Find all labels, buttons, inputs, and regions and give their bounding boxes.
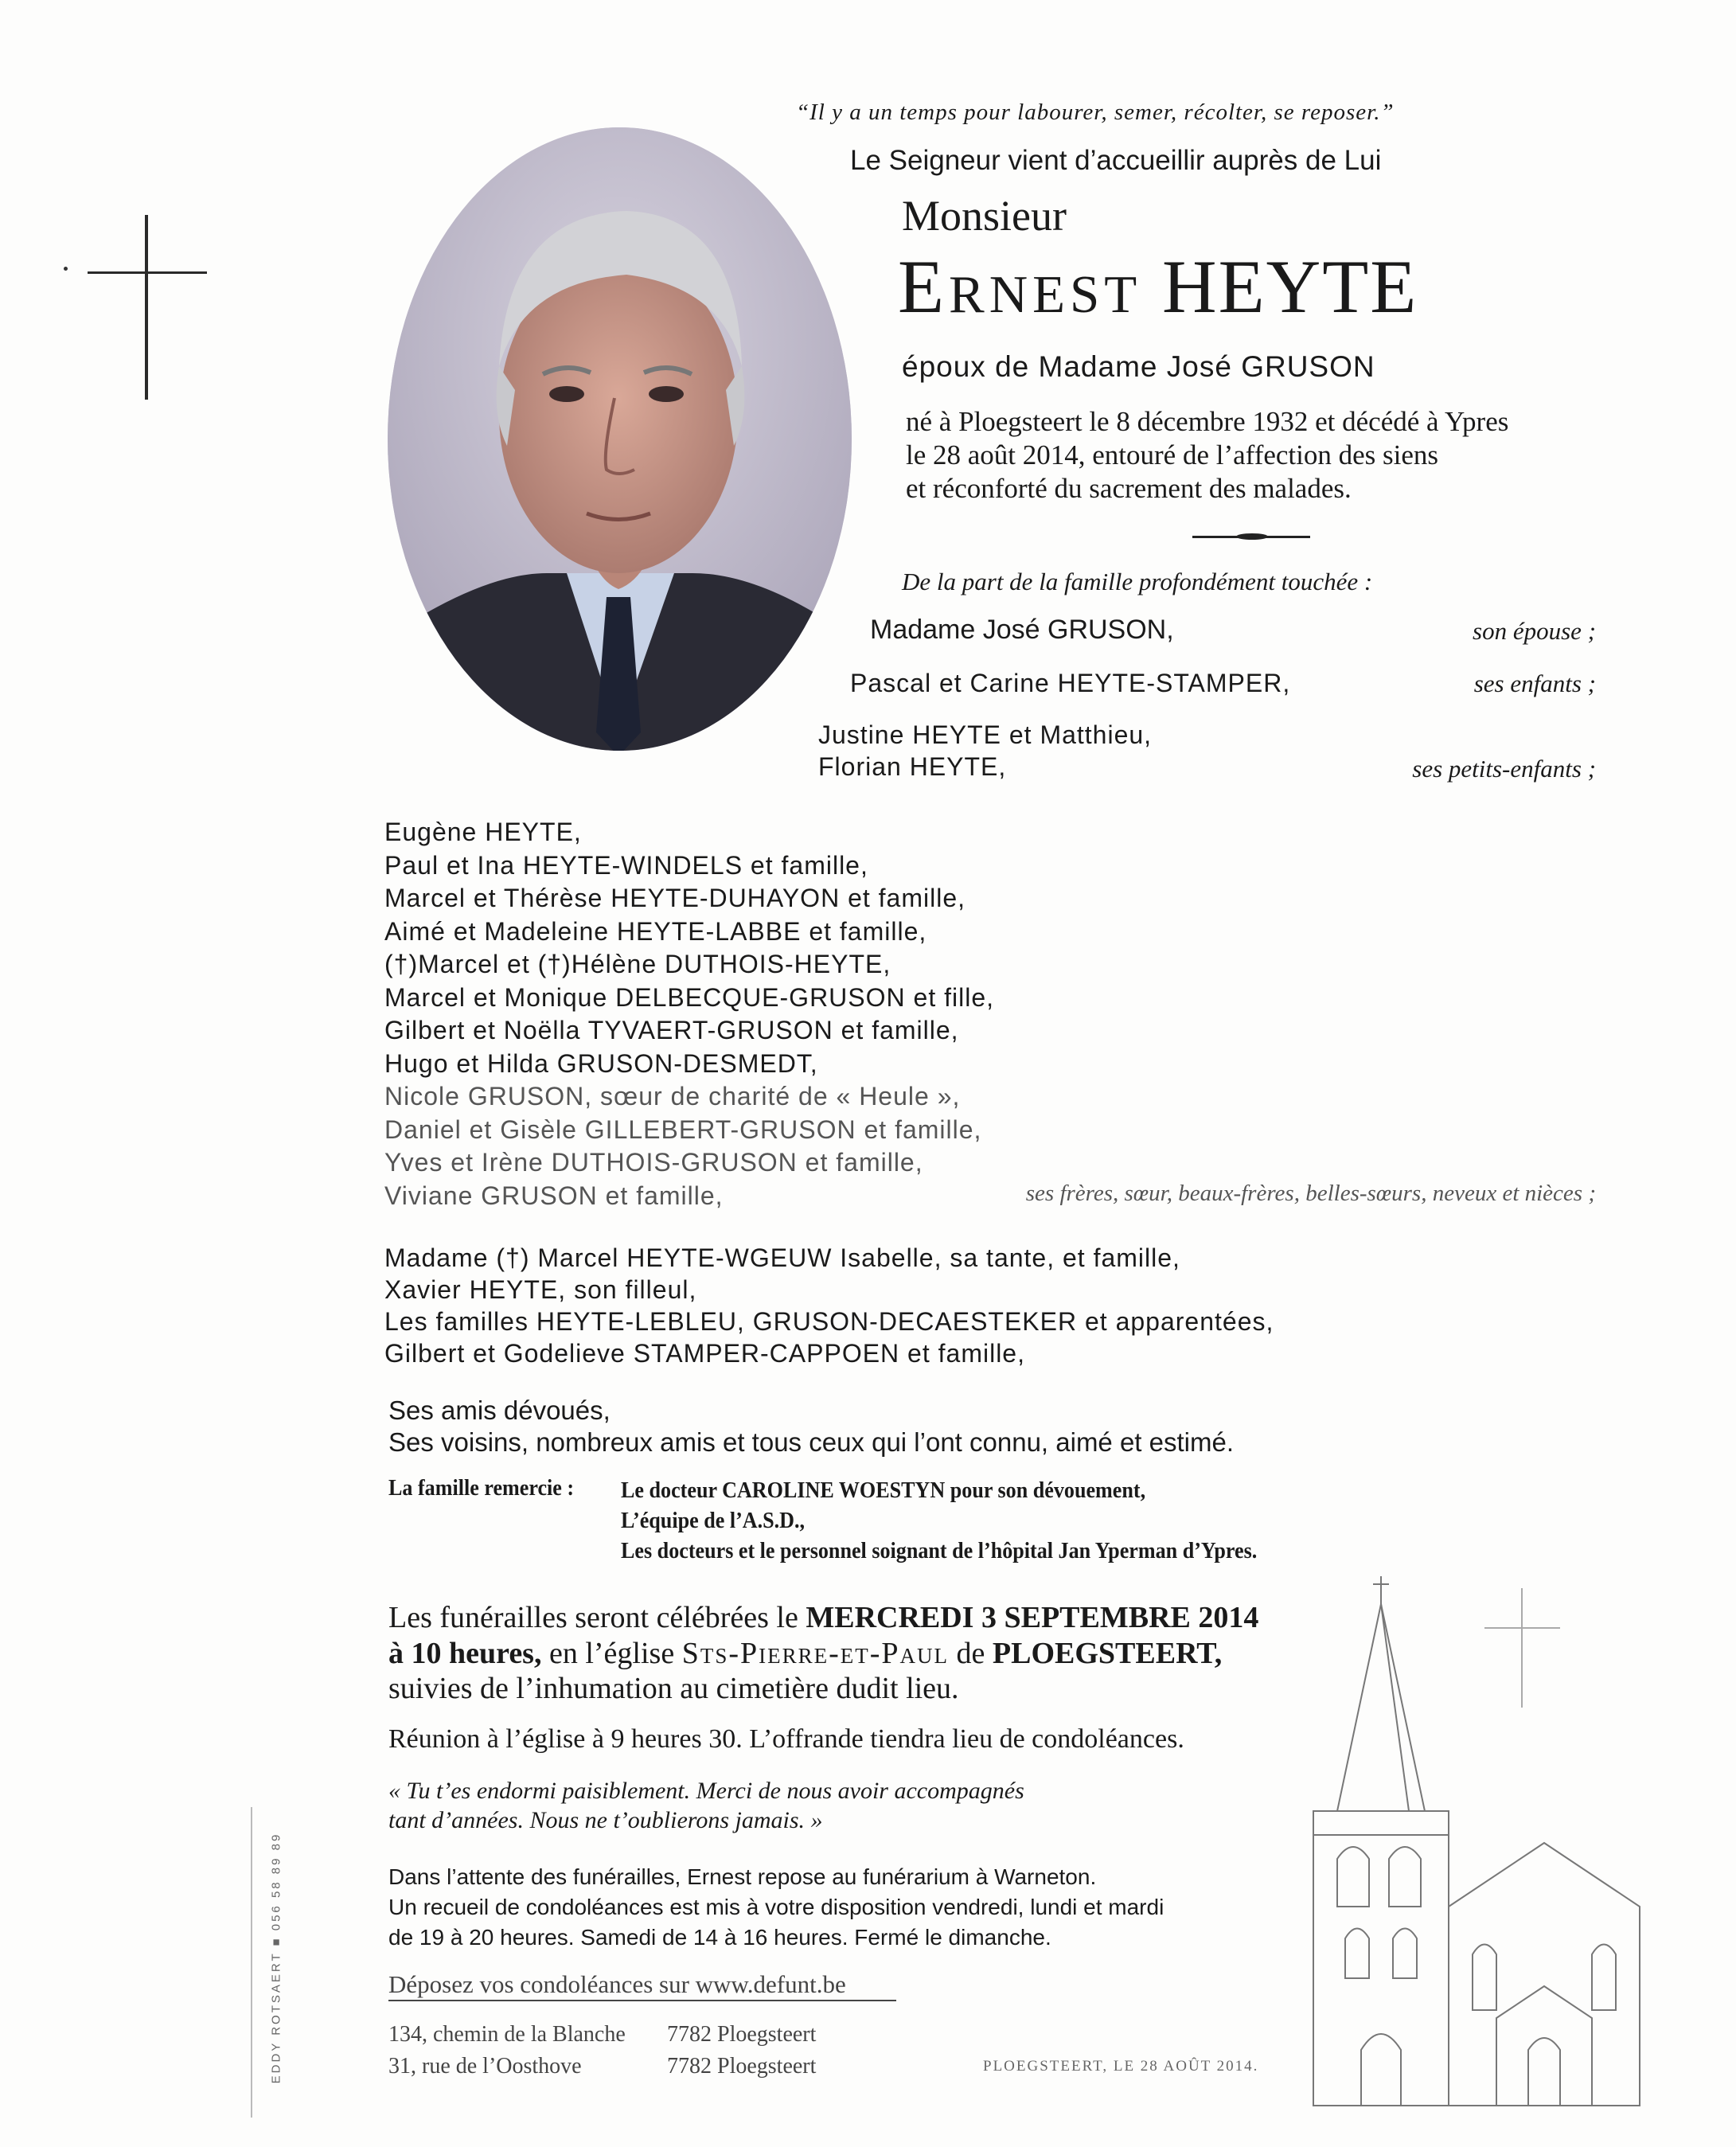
list-item: Les familles HEYTE-LEBLEU, GRUSON-DECAESTEKER et apparentées, bbox=[384, 1307, 1274, 1336]
funeral-place: PLOEGSTEERT, bbox=[992, 1637, 1223, 1670]
first-name: Ernest bbox=[898, 244, 1142, 329]
list-item: Eugène HEYTE, bbox=[384, 818, 582, 846]
birth-line-2: le 28 août 2014, entouré de l’affection des siens bbox=[906, 439, 1439, 470]
friends-line-2: Ses voisins, nombreux amis et tous ceux qui l’ont connu, aimé et estimé. bbox=[388, 1427, 1235, 1457]
birth-line-1: né à Ploegsteert le 8 décembre 1932 et décédé à Ypres bbox=[906, 406, 1509, 437]
address-1-street: 134, chemin de la Blanche bbox=[388, 2022, 626, 2047]
thanks-label: La famille remercie : bbox=[388, 1475, 575, 1501]
address-2-street: 31, rue de l’Oosthove bbox=[388, 2054, 582, 2079]
friends-line-1: Ses amis dévoués, bbox=[388, 1396, 611, 1425]
list-item: (†)Marcel et (†)Hélène DUTHOIS-HEYTE, bbox=[384, 950, 891, 978]
funeral-text-de: de bbox=[949, 1637, 993, 1670]
funeral-line-3: suivies de l’inhumation au cimetière dudit lieu. bbox=[388, 1672, 959, 1705]
siblings-role: ses frères, sœur, beaux-frères, belles-sœurs, neveux et nièces ; bbox=[1025, 1181, 1596, 1206]
thanks-list bbox=[621, 1475, 1257, 1566]
spouse-name: Madame José GRUSON, bbox=[870, 615, 1174, 645]
address-1-city: 7782 Ploegsteert bbox=[667, 2022, 817, 2047]
portrait-photo bbox=[388, 127, 852, 751]
funeral-line-2 bbox=[388, 1636, 1222, 1671]
opening-quote: “Il y a un temps pour labourer, semer, récolter, se reposer.” bbox=[796, 100, 1395, 125]
list-item: Paul et Ina HEYTE-WINDELS et famille, bbox=[384, 850, 868, 880]
funeral-text: en l’église bbox=[541, 1637, 682, 1670]
list-item: Gilbert et Noëlla TYVAERT-GRUSON et famille, bbox=[384, 1016, 959, 1044]
civility: Monsieur bbox=[902, 192, 1067, 240]
siblings-list bbox=[384, 816, 994, 1212]
family-intro: De la part de la famille profondément touchée : bbox=[902, 568, 1373, 595]
farewell-line-1: « Tu t’es endormi paisiblement. Merci de nous avoir accompagnés bbox=[388, 1778, 1024, 1804]
list-item: Le docteur CAROLINE WOESTYN pour son dévouement, bbox=[621, 1478, 1146, 1503]
children-name: Pascal et Carine HEYTE-STAMPER, bbox=[850, 669, 1291, 697]
spouse-line: époux de Madame José GRUSON bbox=[902, 350, 1375, 383]
spouse-role: son épouse ; bbox=[1473, 617, 1596, 645]
place-date: PLOEGSTEERT, LE 28 AOÛT 2014. bbox=[983, 2058, 1259, 2075]
last-name: HEYTE bbox=[1161, 244, 1418, 329]
ornament-divider bbox=[1192, 536, 1310, 538]
grandchildren-role: ses petits-enfants ; bbox=[1412, 755, 1596, 783]
list-item: Yves et Irène DUTHOIS-GRUSON et famille, bbox=[384, 1148, 923, 1177]
church-name: Sts-Pierre-et-Paul bbox=[681, 1637, 950, 1670]
church-illustration bbox=[1289, 1572, 1672, 2114]
list-item: Hugo et Hilda GRUSON-DESMEDT, bbox=[384, 1048, 818, 1078]
list-item: Marcel et Monique DELBECQUE-GRUSON et fille, bbox=[384, 982, 994, 1012]
list-item: Madame (†) Marcel HEYTE-WGEUW Isabelle, sa tante, et famille, bbox=[384, 1243, 1180, 1272]
other-relatives-list bbox=[384, 1242, 1274, 1369]
birth-line-3: et réconforté du sacrement des malades. bbox=[906, 473, 1352, 504]
list-item: Viviane GRUSON et famille, bbox=[384, 1181, 724, 1210]
list-item: Nicole GRUSON, sœur de charité de « Heule », bbox=[384, 1082, 961, 1111]
funeral-date: MERCREDI 3 SEPTEMBRE 2014 bbox=[806, 1601, 1259, 1634]
intro-line: Le Seigneur vient d’accueillir auprès de Lui bbox=[850, 145, 1382, 176]
funeral-intro: Les funérailles seront célébrées le bbox=[388, 1601, 806, 1634]
visit-line-2: Un recueil de condoléances est mis à votre disposition vendredi, lundi et mardi bbox=[388, 1895, 1164, 1919]
farewell-line-2: tant d’années. Nous ne t’oublierons jamais. » bbox=[388, 1807, 823, 1833]
list-item: Gilbert et Godelieve STAMPER-CAPPOEN et famille, bbox=[384, 1339, 1025, 1368]
children-role: ses enfants ; bbox=[1473, 669, 1596, 697]
condolences-link[interactable]: Déposez vos condoléances sur www.defunt.be bbox=[388, 1970, 846, 1998]
reunion-line: Réunion à l’église à 9 heures 30. L’offrande tiendra lieu de condoléances. bbox=[388, 1724, 1184, 1754]
funeral-time: à 10 heures, bbox=[388, 1637, 542, 1670]
list-item: L’équipe de l’A.S.D., bbox=[621, 1508, 806, 1533]
condolences-underline bbox=[388, 2000, 896, 2001]
printer-credit bbox=[265, 1811, 287, 2114]
scan-dot bbox=[64, 267, 68, 271]
funeral-line-1 bbox=[388, 1600, 1258, 1635]
list-item: Aimé et Madeleine HEYTE-LABBE et famille, bbox=[384, 916, 927, 946]
deceased-name bbox=[898, 243, 1418, 330]
address-2-city: 7782 Ploegsteert bbox=[667, 2054, 817, 2079]
visit-line-1: Dans l’attente des funérailles, Ernest repose au funérarium à Warneton. bbox=[388, 1864, 1097, 1889]
list-item: Les docteurs et le personnel soignant de l’hôpital Jan Yperman d’Ypres. bbox=[621, 1538, 1258, 1563]
credit-text: EDDY ROTSAERT ■ 056 58 89 89 bbox=[269, 1832, 283, 2084]
list-item: Xavier HEYTE, son filleul, bbox=[384, 1275, 697, 1304]
grandchildren-line-1: Justine HEYTE et Matthieu, bbox=[818, 720, 1153, 749]
grandchildren-line-2: Florian HEYTE, bbox=[818, 752, 1007, 781]
credit-divider bbox=[251, 1807, 252, 2118]
list-item: Daniel et Gisèle GILLEBERT-GRUSON et famille, bbox=[384, 1114, 982, 1144]
list-item: Marcel et Thérèse HEYTE-DUHAYON et famille, bbox=[384, 884, 966, 912]
visit-line-3: de 19 à 20 heures. Samedi de 14 à 16 heures. Fermé le dimanche. bbox=[388, 1925, 1051, 1950]
